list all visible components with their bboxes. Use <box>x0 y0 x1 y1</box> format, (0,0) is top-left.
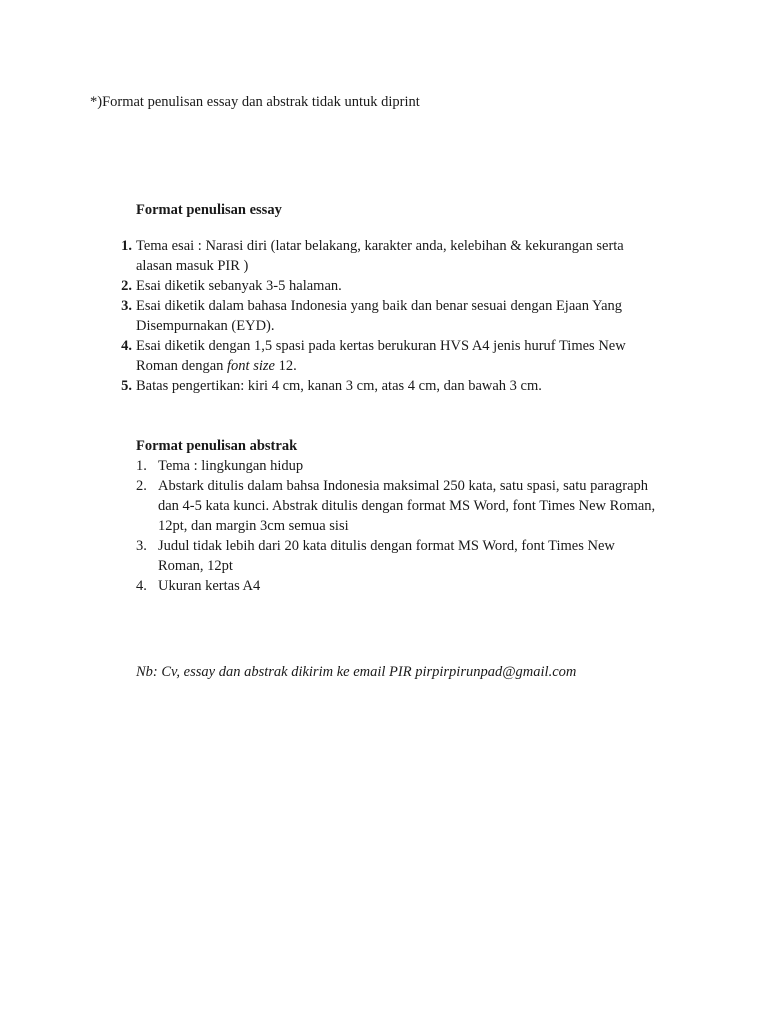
essay-item-text: Esai diketik sebanyak 3-5 halaman. <box>136 278 342 294</box>
essay-section <box>121 200 696 396</box>
top-note: *)Format penulisan essay dan abstrak tidak untuk diprint <box>90 94 420 110</box>
essay-item-text: Batas pengertikan: kiri 4 cm, kanan 3 cm, atas 4 cm, dan bawah 3 cm. <box>136 378 542 394</box>
email-footnote: Nb: Cv, essay dan abstrak dikirim ke email PIR pirpirpirunpad@gmail.com <box>136 664 577 680</box>
essay-item-number: 1. <box>121 238 132 254</box>
abstract-section <box>136 436 696 596</box>
abstract-item-1 <box>136 456 696 476</box>
essay-item-emphasis: font size <box>227 358 275 374</box>
essay-item-3 <box>121 296 696 336</box>
abstract-list <box>136 456 696 596</box>
essay-item-number: 2. <box>121 278 132 294</box>
abstract-item-number: 4. <box>136 578 147 594</box>
essay-item-text: Esai diketik dengan 1,5 spasi pada kertas berukuran HVS A4 jenis huruf Times New <box>136 338 626 354</box>
essay-item-text: Roman dengan <box>136 358 228 374</box>
abstract-item-2 <box>136 476 696 536</box>
essay-item-number: 3. <box>121 298 132 314</box>
essay-item-text: 12. <box>274 358 297 374</box>
abstract-item-number: 2. <box>136 478 147 494</box>
essay-item-number: 5. <box>121 378 132 394</box>
essay-item-number: 4. <box>121 338 132 354</box>
essay-item-text: Esai diketik dalam bahasa Indonesia yang baik dan benar sesuai dengan Ejaan Yang <box>136 298 623 314</box>
essay-list <box>121 236 696 396</box>
abstract-item-text: Roman, 12pt <box>158 558 233 574</box>
abstract-title: Format penulisan abstrak <box>136 438 298 454</box>
abstract-item-number: 1. <box>136 458 147 474</box>
abstract-item-text: Judul tidak lebih dari 20 kata ditulis dengan format MS Word, font Times New <box>158 538 615 554</box>
essay-item-text: Tema esai : Narasi diri (latar belakang, karakter anda, kelebihan & kekurangan serta <box>136 238 624 254</box>
abstract-item-number: 3. <box>136 538 147 554</box>
abstract-item-text: Tema : lingkungan hidup <box>158 458 304 474</box>
abstract-item-text: dan 4-5 kata kunci. Abstrak ditulis dengan format MS Word, font Times New Roman, <box>158 498 656 514</box>
essay-item-text: Disempurnakan (EYD). <box>136 318 275 334</box>
abstract-item-text: Abstark ditulis dalam bahsa Indonesia maksimal 250 kata, satu spasi, satu paragraph <box>158 478 649 494</box>
essay-item-text: alasan masuk PIR ) <box>136 258 249 274</box>
abstract-item-text: 12pt, dan margin 3cm semua sisi <box>158 518 349 534</box>
abstract-item-4 <box>136 576 696 596</box>
essay-item-4 <box>121 336 696 376</box>
essay-title: Format penulisan essay <box>136 202 282 218</box>
essay-item-2 <box>121 276 696 296</box>
abstract-item-3 <box>136 536 696 576</box>
essay-item-5 <box>121 376 696 396</box>
abstract-item-text: Ukuran kertas A4 <box>158 578 261 594</box>
essay-item-1 <box>121 236 696 276</box>
